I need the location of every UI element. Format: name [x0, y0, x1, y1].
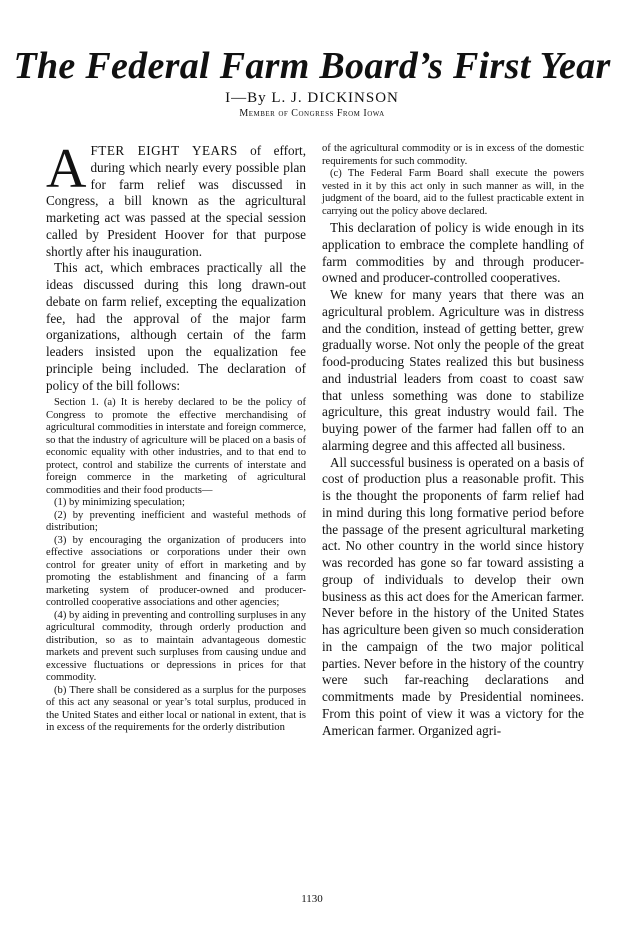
author-byline: I—By L. J. DICKINSON: [225, 90, 399, 106]
body-paragraph: This declaration of policy is wide enough in its application to embrace the complete handling of farm commodities by and through producer-owned and producer-controlled cooperatives.: [322, 220, 584, 286]
page-number: 1130: [301, 893, 323, 905]
quoted-item: (c) The Federal Farm Board shall execute the powers vested in it by this act only in such manner as will, in the judgment of the board, aid to the fullest practicable extent in carrying out the policy above declared.: [322, 168, 584, 217]
body-paragraph: This act, which embraces practically all the ideas discussed during this long drawn-out debate on farm relief, excepting the equalization fee, had the approval of the major farm organizations, although certain of the farm leaders insisted upon the equalization fee principle being included. The declaration of policy of the bill follows:: [46, 260, 306, 393]
body-paragraph: We knew for many years that there was an agricultural problem. Agriculture was in distress and the condition, instead of getting better, grew gradually worse. Not only the people of the great food-producing States realized this but business and industrial leaders from coast to coast saw that unless something was done to stabilize agriculture, this great industry would fail. The buying power of the farmer had fallen off to an alarming degree and this affected all business.: [322, 287, 584, 453]
quoted-item: (2) by preventing inefficient and wasteful methods of distribution;: [46, 509, 306, 534]
body-paragraph: All successful business is operated on a basis of cost of production plus a reasonable profit. This is the thought the proponents of farm relief had in mind during this long formative period before the passage of the present agricultural marketing act. No other country in the world since history was recorded has gone so far toward assisting a group of individuals to develop their own business as this act does for the American farmer. Never before in the history of the United States has agriculture been given so much consideration in the campaign of the two major political parties. Never before in the history of the country were such far-reaching declarations and commitments made by Presidential nominees. From this point of view it was a victory for the American farmer. Organized agri-: [322, 454, 584, 738]
quoted-item: (3) by encouraging the organization of producers into effective associations or corporations under their own control for greater unity of effort in marketing and by promoting the establishment and financing of a farm marketing system of producer-owned and producer-controlled cooperative associations and other agencies;: [46, 534, 306, 609]
quoted-item: (4) by aiding in preventing and controlling surpluses in any agricultural commodity, through orderly production and distribution, so as to maintain advantageous domestic markets and prevent such surpluses from causing undue and excessive fluctuations or depressions in prices for that commodity.: [46, 609, 306, 684]
opening-text: of effort, during which nearly every possible plan for farm relief was discussed in Congress, a bill known as the agricultural marketing act was passed at the special session called by President Hoover for that purpose shortly after his inauguration.: [46, 143, 306, 259]
author-affiliation: Member of Congress From Iowa: [239, 108, 385, 119]
opening-paragraph: [46, 138, 306, 260]
lead-caps: FTER EIGHT YEARS: [90, 143, 238, 158]
drop-cap: A: [46, 138, 87, 200]
quoted-continuation: of the agricultural commodity or is in excess of the domestic requirements for such commodity.: [322, 143, 584, 167]
article-title: The Federal Farm Board’s First Year: [13, 45, 611, 87]
left-column: [46, 138, 306, 735]
quoted-item: (1) by minimizing speculation;: [54, 497, 185, 509]
quoted-item: (b) There shall be considered as a surplus for the purposes of this act any seasonal or year’s total surplus, produced in the United States and either local or national in extent, that is in excess of the requirements for the orderly distribution: [46, 684, 306, 734]
right-column: [322, 143, 584, 739]
quoted-section: Section 1. (a) It is hereby declared to be the policy of Congress to promote the effective merchandising of agricultural commodities in interstate and foreign commerce, so that the industry of agriculture will be placed on a basis of economic equality with other industries, and to that end to protect, control and stabilize the currents of interstate and foreign commerce in the marketing of agricultural commodities and their food products—: [46, 397, 306, 496]
